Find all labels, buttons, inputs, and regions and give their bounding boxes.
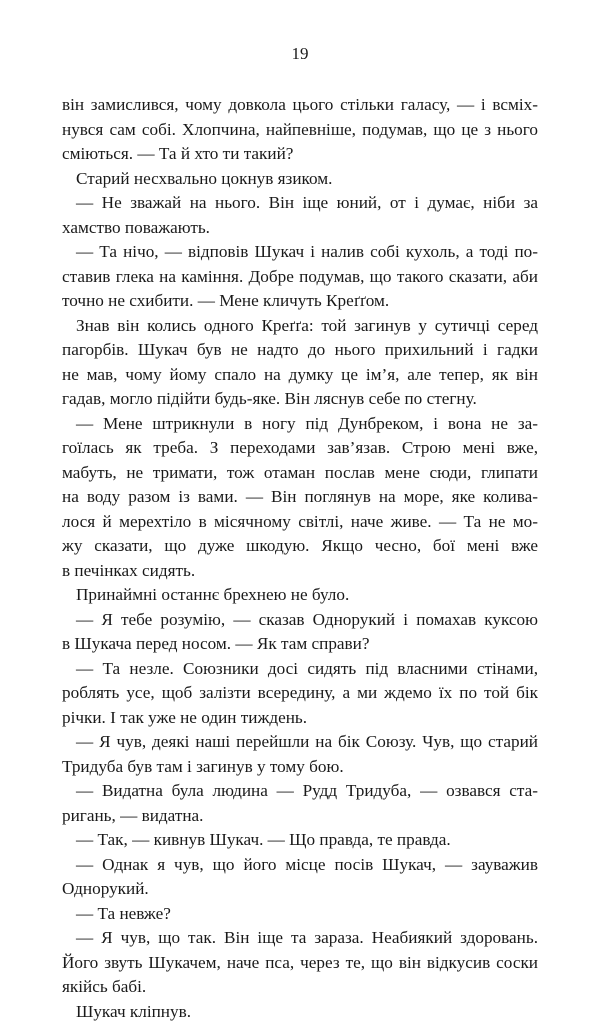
text-line: нувся сам собі. Хлопчина, найпевніше, подумав, що це з нього	[62, 118, 538, 143]
text-line: точно не схибити. — Мене кличуть Креґґом.	[62, 289, 538, 314]
text-line: Тридуба був там і загинув у тому бою.	[62, 755, 538, 780]
text-line: — Не зважай на нього. Він іще юний, от і думає, ніби за	[62, 191, 538, 216]
text-line: — Та незле. Союзники досі сидять під власними стінами,	[62, 657, 538, 682]
text-line: хамство поважають.	[62, 216, 538, 241]
text-line: — Я чув, деякі наші перейшли на бік Союзу. Чув, що старий	[62, 730, 538, 755]
page-number: 19	[0, 44, 600, 64]
text-line: Старий несхвально цокнув язиком.	[62, 167, 538, 192]
text-line: Його звуть Шукачем, наче пса, через те, що він відкусив соски	[62, 951, 538, 976]
text-line: він замислився, чому довкола цього стільки галасу, — і всміх-	[62, 93, 538, 118]
text-line: — Видатна була людина — Рудд Тридуба, — озвався ста-	[62, 779, 538, 804]
text-line: якійсь бабі.	[62, 975, 538, 1000]
text-line: не мав, чому йому спало на думку це ім’я, але тепер, як він	[62, 363, 538, 388]
text-body	[62, 93, 538, 1024]
text-line: мабуть, не тримати, тож отаман послав мене сюди, глипати	[62, 461, 538, 486]
text-line: — Я тебе розумію, — сказав Однорукий і помахав куксою	[62, 608, 538, 633]
text-line: річки. І так уже не один тиждень.	[62, 706, 538, 731]
text-line: — Так, — кивнув Шукач. — Що правда, те правда.	[62, 828, 538, 853]
text-line: пагорбів. Шукач був не надто до нього прихильний і гадки	[62, 338, 538, 363]
text-line: — Я чув, що так. Він іще та зараза. Неабиякий здоровань.	[62, 926, 538, 951]
text-line: гоїлась як треба. З переходами зав’язав. Строю мені вже,	[62, 436, 538, 461]
text-line: роблять усе, щоб залізти всередину, а ми ждемо їх по той бік	[62, 681, 538, 706]
text-line: — Однак я чув, що його місце посів Шукач, — зауважив	[62, 853, 538, 878]
text-line: ригань, — видатна.	[62, 804, 538, 829]
text-line: сміються. — Та й хто ти такий?	[62, 142, 538, 167]
text-line: ставив глека на каміння. Добре подумав, що такого сказати, аби	[62, 265, 538, 290]
text-line: Знав він колись одного Креґґа: той загинув у сутичці серед	[62, 314, 538, 339]
text-line: — Мене штрикнули в ногу під Дунбреком, і вона не за-	[62, 412, 538, 437]
text-line: — Та невже?	[62, 902, 538, 927]
text-line: — Та нічо, — відповів Шукач і налив собі кухоль, а тоді по-	[62, 240, 538, 265]
text-line: жу сказати, що дуже шкодую. Якщо чесно, бої мені вже	[62, 534, 538, 559]
text-line: в печінках сидять.	[62, 559, 538, 584]
text-line: Шукач кліпнув.	[62, 1000, 538, 1024]
text-line: Принаймні останнє брехнею не було.	[62, 583, 538, 608]
text-line: в Шукача перед носом. — Як там справи?	[62, 632, 538, 657]
text-line: на воду разом із вами. — Він поглянув на море, яке колива-	[62, 485, 538, 510]
text-line: лося й мерехтіло в місячному світлі, наче живе. — Та не мо-	[62, 510, 538, 535]
text-line: Однорукий.	[62, 877, 538, 902]
text-line: гадав, могло підійти будь-яке. Він ляснув себе по стегну.	[62, 387, 538, 412]
